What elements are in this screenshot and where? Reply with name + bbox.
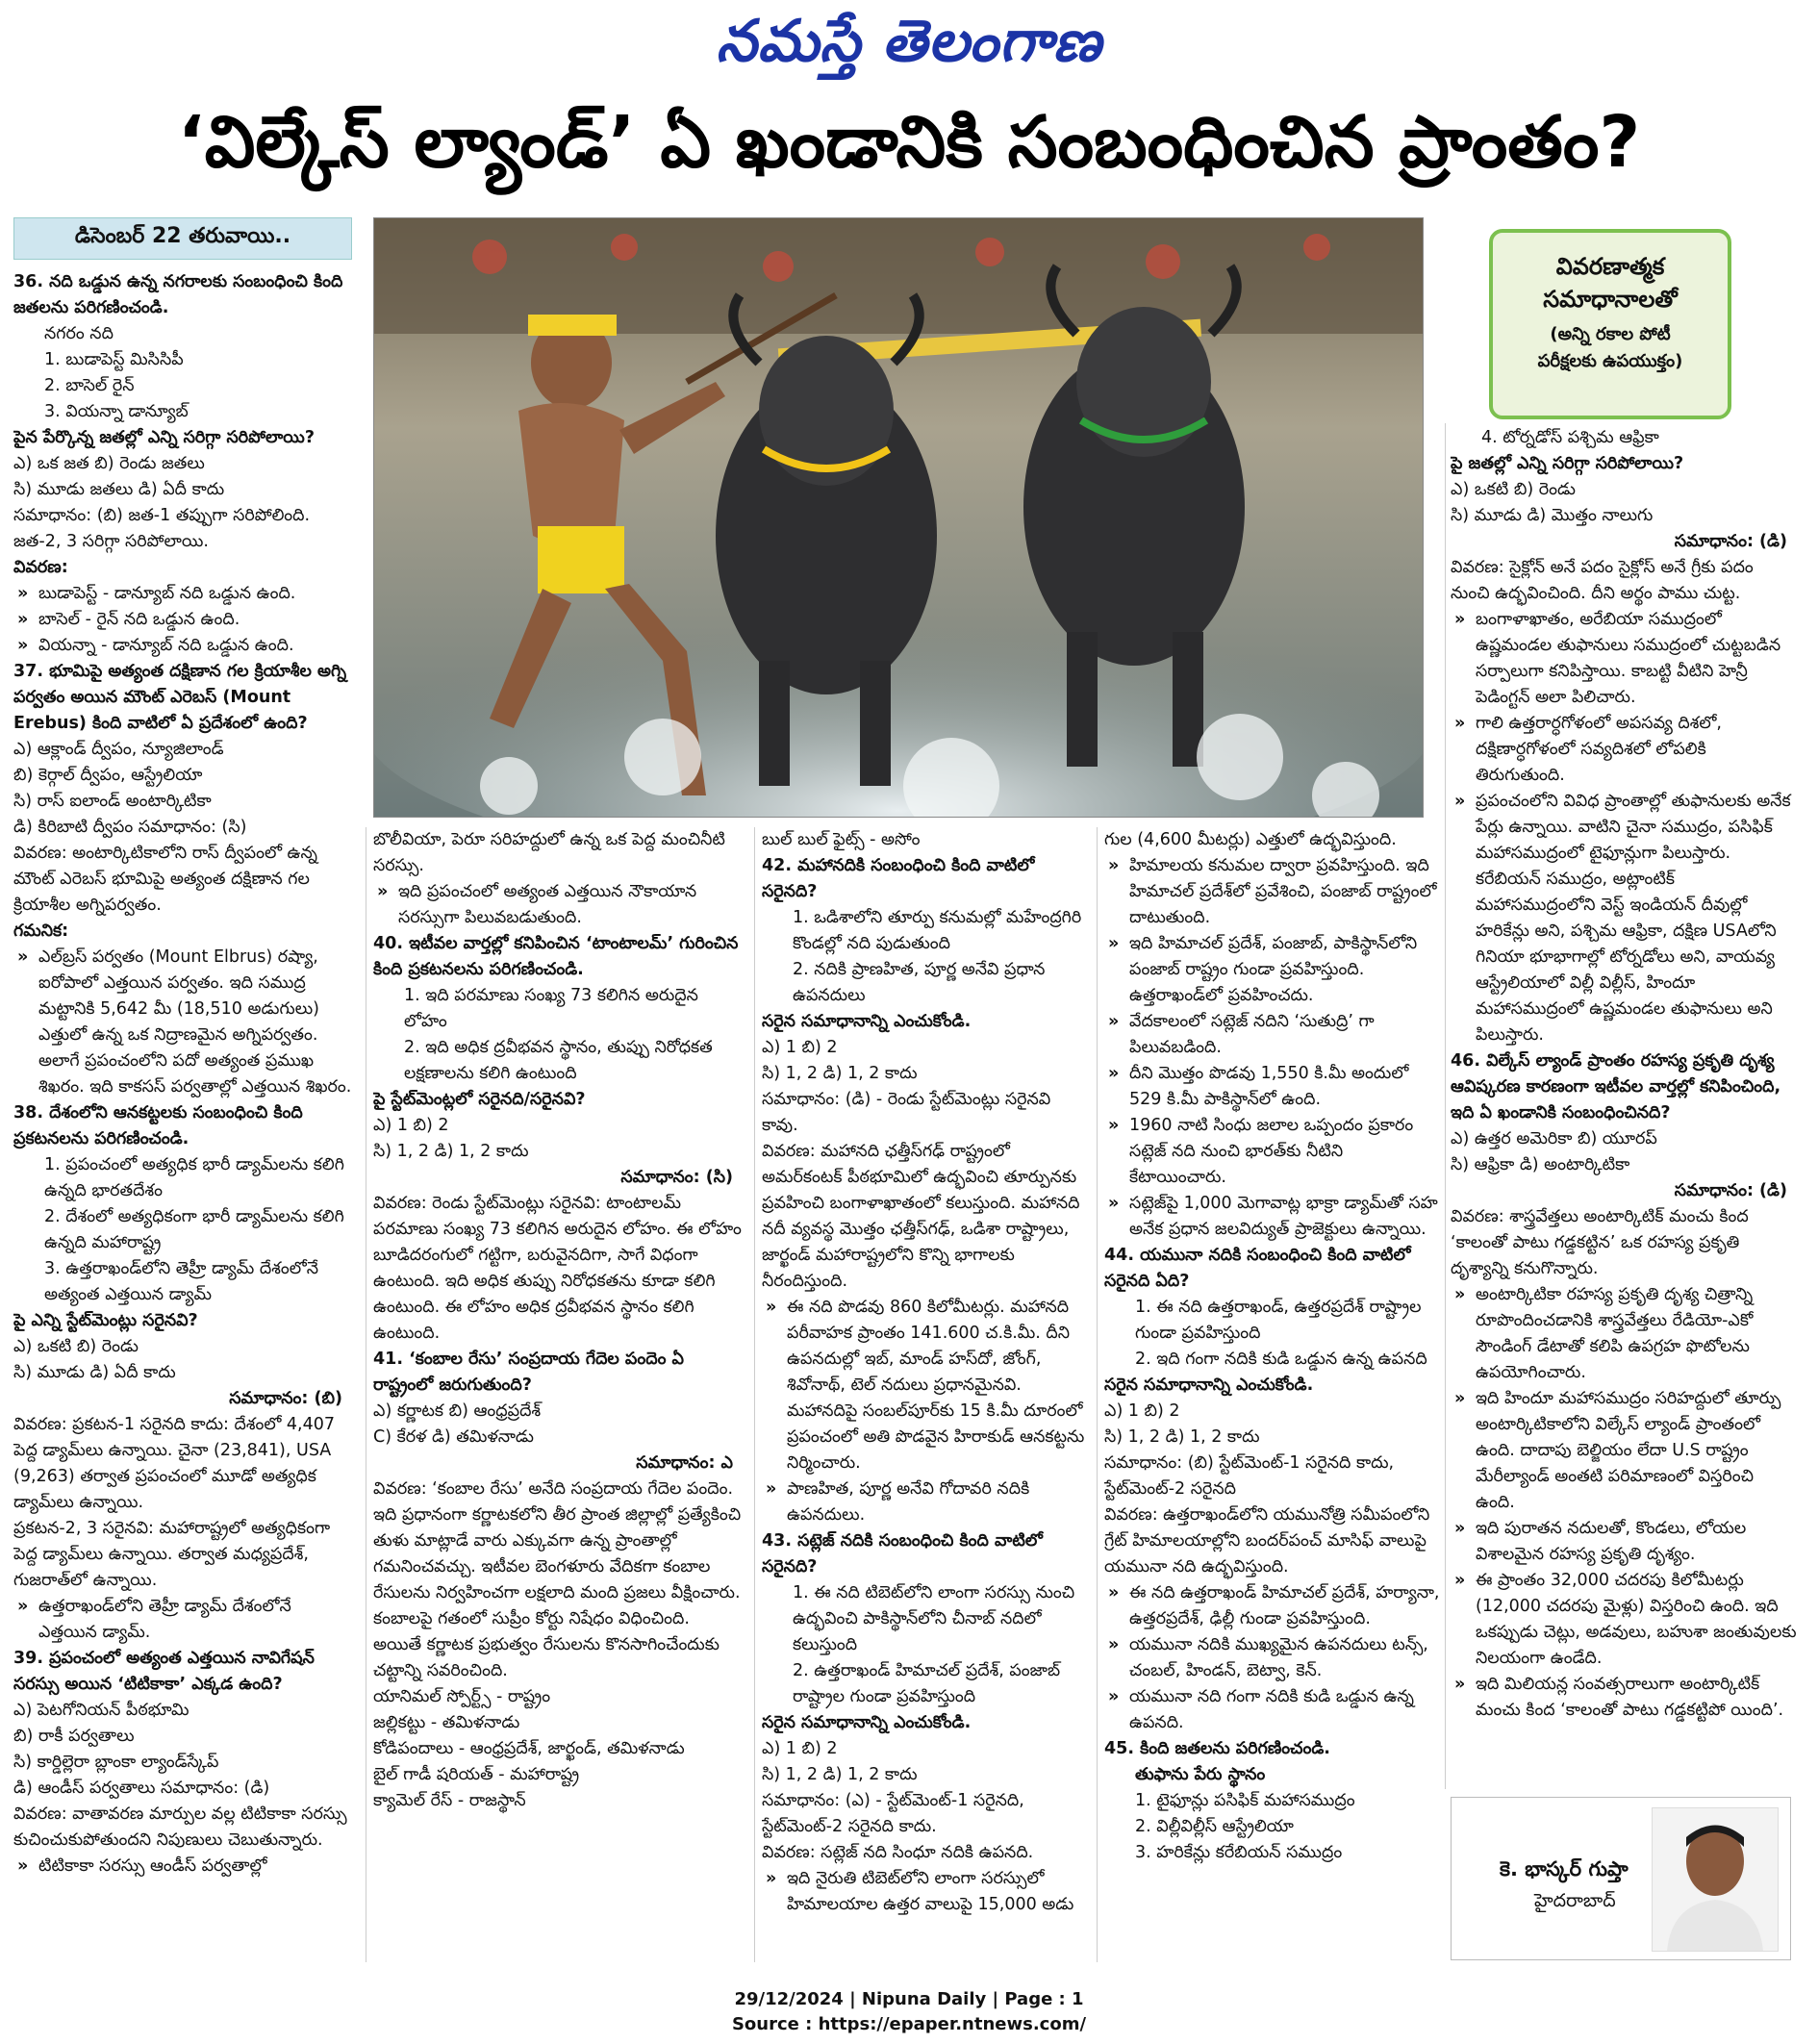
explanation-46: వివరణ: శాస్త్రవేత్తలు అంటార్కిటిక్ మంచు కింద ‘కాలంతో పాటు గడ్డకట్టిన’ ఒక రహస్య ప్రకృతి దృశ్యాన్ని కనుగొన్నారు. xyxy=(1451,1207,1749,1278)
text-line: సరైన సమాధానాన్ని ఎంచుకోండి. xyxy=(762,1713,972,1732)
footer-source-line: Source : https://epaper.ntnews.com/ xyxy=(731,2014,1087,2034)
text-line: 3. ఉత్తరాఖండ్‌లోని తెహ్రీ డ్యామ్ దేశంలోనే అత్యంత ఎత్తయిన డ్యామ్ xyxy=(44,1259,319,1304)
bullet: » ఈ నది ఉత్తరాఖండ్ హిమాచల్ ప్రదేశ్, హర్యానా, ఉత్తరప్రదేశ్, ఢిల్లీ గుండా ప్రవహిస్తుంది. xyxy=(1104,1580,1441,1632)
info-box-title-line2: సమాధానాలతో xyxy=(1543,286,1678,313)
question-36: 36. నది ఒడ్డున ఉన్న నగరాలకు సంబంధించి కింది జతలను పరిగణించండి. xyxy=(13,272,343,317)
option-line: డి) కిరిబాటి ద్వీపం సమాధానం: (సి) xyxy=(13,818,247,837)
option-line: డి) ఆండీస్ పర్వతాలు సమాధానం: (డి) xyxy=(13,1779,270,1798)
author-box xyxy=(1451,1797,1791,1960)
explanation-44: వివరణ: ఉత్తరాఖండ్‌లోని యమునోత్రి సమీపంలోని గ్రేట్ హిమాలయాల్లోని బందర్‌పంచ్ మాసిఫ్ వాలుపై యమునా నది ఉద్భవిస్తుంది. xyxy=(1104,1505,1430,1577)
text-line: 2. బాసెల్ రైన్ xyxy=(44,376,135,395)
explanation-39: వివరణ: వాతావరణ మార్పుల వల్ల టిటికాకా సరస్సు కుచించుకుపోతుందని నిపుణులు చెబుతున్నారు. xyxy=(13,1804,347,1850)
bullet: » యమునా నదికి ముఖ్యమైన ఉపనదులు టన్స్, చంబల్, హిండన్, బెట్వా, కెన్. xyxy=(1104,1632,1441,1684)
column-divider xyxy=(1097,827,1098,1962)
text-line: 1. ఒడిశాలోని తూర్పు కనుమల్లో మహేంద్రగిరి కొండల్లో నది పుడుతుంది xyxy=(793,908,1082,953)
question-44: 44. యమునా నదికి సంబంధించి కింది వాటిలో సరైనది ఏది? xyxy=(1104,1246,1411,1291)
question-45: 45. కింది జతలను పరిగణించండి. xyxy=(1104,1739,1330,1758)
bullet: » ఇది పురాతన నదులతో, కొండలు, లోయల విశాలమైన రహస్య ప్రకృతి దృశ్యం. xyxy=(1451,1516,1797,1568)
text-line: 2. ఉత్తరాఖండ్ హిమాచల్ ప్రదేశ్, పంజాబ్ రాష్ట్రాల గుండా ప్రవహిస్తుంది xyxy=(793,1661,1061,1706)
option-line: సి) ఆఫ్రికా డి) అంటార్కిటికా xyxy=(1451,1155,1630,1174)
option-line: సి) మూడు జతలు డి) ఏదీ కాదు xyxy=(13,480,225,499)
option-line: ఎ) 1 బి) 2 xyxy=(1104,1401,1180,1421)
info-box-sub-line2: పరీక్షలకు ఉపయుక్తం) xyxy=(1537,351,1683,371)
text-line: యానిమల్ స్పోర్ట్స్ - రాష్ట్రం xyxy=(373,1687,551,1706)
bullet: » ఇది మిలియన్ల సంవత్సరాలుగా అంటార్కిటిక్ మంచు కింద ‘కాలంతో పాటు గడ్డకట్టిపో యింది’. xyxy=(1451,1672,1797,1724)
option-line: ఎ) కర్ణాటక బి) ఆంధ్రప్రదేశ్ xyxy=(373,1401,542,1421)
bullet: » ప్రపంచంలోని వివిధ ప్రాంతాల్లో తుఫానులకు అనేక పేర్లు ఉన్నాయి. వాటిని చైనా సముద్రం, పసిఫిక్ మహాసముద్రంలో టైఫూన్లుగా పిలుస్తారు. కరేబియన్ సముద్రం, అట్లాంటిక్ మహాసముద్రంలోని వెస్ట్ ఇండియన్ దీవుల్లో హరికేన్లు అని, పశ్చిమ ఆఫ్రికా, దక్షిణ USAలోని గినియా భూభాగాల్లో టోర్నడోలు అని, వాయవ్య ఆస్ట్రేలియాలో విల్లీ విల్లీస్, హిందూ మహాసముద్రంలో ఉష్ణమండల తుఫానులు అని పిలుస్తారు. xyxy=(1451,789,1797,1048)
author-photo xyxy=(1652,1807,1779,1952)
bullet: » గాలి ఉత్తరార్ధగోళంలో అపసవ్య దిశలో, దక్షిణార్ధగోళంలో సవ్యదిశలో లోపలికి తిరుగుతుంది. xyxy=(1451,711,1797,789)
question-41: 41. ‘కంబాల రేసు’ సంప్రదాయ గేదెల పందెం ఏ రాష్ట్రంలో జరుగుతుంది? xyxy=(373,1350,684,1395)
bullet: » బుడాపెస్ట్ - డాన్యూబ్ నది ఒడ్డున ఉంది. xyxy=(13,581,352,607)
answer-43: సమాధానం: (ఎ) - స్టేట్‌మెంట్-1 సరైనది, స్టేట్‌మెంట్-2 సరైనది కాదు. xyxy=(762,1791,1024,1836)
text-line: పై ఎన్ని స్టేట్‌మెంట్లు సరైనవి? xyxy=(13,1311,198,1330)
explanation-43: వివరణ: సట్లెజ్ నది సింధూ నదికి ఉపనది. xyxy=(762,1843,1034,1862)
text-line: పై జతల్లో ఎన్ని సరిగ్గా సరిపోలాయి? xyxy=(1451,454,1684,473)
explanation-38: వివరణ: ప్రకటన-1 సరైనది కాదు: దేశంలో 4,407 పెద్ద డ్యామ్‌లు ఉన్నాయి. చైనా (23,841), USA (9,263) తర్వాత ప్రపంచంలో మూడో అత్యధిక డ్యామ్‌లు ఉన్నాయి. xyxy=(13,1415,335,1512)
option-line: C) కేరళ డి) తమిళనాడు xyxy=(373,1427,534,1447)
option-line: సి) మూడు డి) మొత్తం నాలుగు xyxy=(1451,506,1654,525)
option-line: సి) మూడు డి) ఏదీ కాదు xyxy=(13,1363,176,1382)
bullet: » సట్లెజ్‌పై 1,000 మెగావాట్ల భాక్రా డ్యామ్‌తో సహ అనేక ప్రధాన జలవిద్యుత్ ప్రాజెక్టులు ఉన్నాయి. xyxy=(1104,1191,1441,1243)
answer-45: సమాధానం: (డి) xyxy=(1674,532,1787,551)
text-line: 3. వియన్నా డాన్యూబ్ xyxy=(44,402,189,421)
text-line: జల్లికట్టు - తమిళనాడు xyxy=(373,1713,520,1732)
question-37: 37. భూమిపై అత్యంత దక్షిణాన గల క్రియాశీల అగ్ని పర్వతం అయిన మౌంట్ ఎరెబస్ (Mount Erebus) కింది వాటిలో ఏ ప్రదేశంలో ఉంది? xyxy=(13,662,347,733)
explanation-37: వివరణ: అంటార్కిటికాలోని రాస్ ద్వీపంలో ఉన్న మౌంట్ ఎరెబస్ భూమిపై అత్యంత దక్షిణాన గల క్రియాశీల అగ్నిపర్వతం. xyxy=(13,844,317,915)
text-line: 1. ఈ నది ఉత్తరాఖండ్, ఉత్తరప్రదేశ్ రాష్ట్రాల గుండా ప్రవహిస్తుంది xyxy=(1135,1298,1422,1343)
text-line: కోడిపందాలు - ఆంధ్రప్రదేశ్, జార్ఖండ్, తమిళనాడు xyxy=(373,1739,685,1758)
bullet: » వేదకాలంలో సట్లెజ్ నదిని ‘సుతుద్రి’ గా పిలువబడింది. xyxy=(1104,1009,1441,1061)
explanation-45: వివరణ: సైక్లోన్ అనే పదం సైక్లోస్ అనే గ్రీకు పదం నుంచి ఉద్భవించింది. దీని అర్థం పాము చుట్ట. xyxy=(1451,558,1754,603)
masthead-logo: నమస్తే తెలంగాణ xyxy=(716,8,1102,75)
text-line: 1. ఈ నది టిబెట్‌లోని లాంగా సరస్సు నుంచి ఉద్భవించి పాకిస్థాన్‌లోని చీనాబ్ నదిలో కలుస్తుంది xyxy=(793,1583,1075,1654)
text-line: బొలీవియా, పెరూ సరిహద్దులో ఉన్న ఒక పెద్ద మంచినీటి సరస్సు. xyxy=(373,830,725,875)
answer-40: సమాధానం: (సి) xyxy=(620,1168,733,1187)
bullet: » బంగాళాఖాతం, అరేబియా సముద్రంలో ఉష్ణమండల తుఫానులు సముద్రంలో చుట్టబడిన సర్పాలుగా కనిపిస్తాయి. కాబట్టి వీటిని హెన్రీ పెడింగ్టన్ అలా పిలిచారు. xyxy=(1451,607,1797,711)
text-line: 3. హరికేన్లు కరేబియన్ సముద్రం xyxy=(1135,1843,1343,1862)
bullet: » హిమాలయ కనుమల ద్వారా ప్రవహిస్తుంది. ఇది హిమాచల్ ప్రదేశ్‌లో ప్రవేశించి, పంజాబ్ రాష్ట్రంలో దాటుతుంది. xyxy=(1104,853,1441,931)
bullet: » వియన్నా - డాన్యూబ్ నది ఒడ్డున ఉంది. xyxy=(13,633,352,659)
kambala-photo xyxy=(373,217,1424,818)
headline: ‘విల్కేస్ ల్యాండ్’ ఏ ఖండానికి సంబంధించిన ప్రాంతం? xyxy=(177,101,1641,184)
option-line: ఎ) 1 బి) 2 xyxy=(762,1038,838,1057)
info-box-title-line1: వివరణాత్మక xyxy=(1555,253,1665,280)
column-3 xyxy=(762,827,1089,1962)
bullet: » బాసెల్ - రైన్ నది ఒడ్డున ఉంది. xyxy=(13,607,352,633)
text-line: వివరణ: xyxy=(13,558,68,577)
bullet: » ఇది నైరుతి టిబెట్‌లోని లాంగా సరస్సులో హిమాలయాల ఉత్తర వాలుపై 15,000 అడు xyxy=(762,1866,1089,1918)
question-43: 43. సట్లెజ్ నదికి సంబంధించి కింది వాటిలో సరైనది? xyxy=(762,1531,1043,1577)
option-line: ఎ) ఉత్తర అమెరికా బి) యూరప్ xyxy=(1451,1129,1657,1148)
bullet: » ఇది హిమాచల్ ప్రదేశ్, పంజాబ్, పాకిస్థాన్‌లోని పంజాబ్ రాష్ట్రం గుండా ప్రవహిస్తుంది. ఉత్తరాఖండ్‌లో ప్రవహించదు. xyxy=(1104,931,1441,1009)
text-line: 1. బుడాపెస్ట్ మిసిసిపీ xyxy=(44,350,184,369)
column-1 xyxy=(13,269,352,1962)
question-39: 39. ప్రపంచంలో అత్యంత ఎత్తయిన నావిగేషన్ సరస్సు అయిన ‘టిటికాకా’ ఎక్కడ ఉంది? xyxy=(13,1649,315,1694)
bullet: » యమునా నది గంగా నదికి కుడి ఒడ్డున ఉన్న ఉపనది. xyxy=(1104,1684,1441,1736)
bullet: » ఈ ప్రాంతం 32,000 చదరపు కిలోమీటర్లు (12,000 చదరపు మైళ్లు) విస్తరించి ఉంది. ఇది ఒకప్పుడు చెట్లు, అడవులు, బహుశా జంతువులకు నిలయంగా ఉండేది. xyxy=(1451,1568,1797,1672)
text-line: 1. ప్రపంచంలో అత్యధిక భారీ డ్యామ్‌లను కలిగి ఉన్నది భారతదేశం xyxy=(44,1155,344,1200)
footer-date-line: 29/12/2024 | Nipuna Daily | Page : 1 xyxy=(734,1989,1084,2009)
text-line: 1. టైఫూన్లు పసిఫిక్ మహాసముద్రం xyxy=(1135,1791,1355,1810)
column-5 xyxy=(1451,425,1797,1791)
text-line: 2. దేశంలో అత్యధికంగా భారీ డ్యామ్‌లను కలిగి ఉన్నది మహారాష్ట్ర xyxy=(44,1207,344,1252)
option-line: ఎ) పెటగోనియన్ పీఠభూమి xyxy=(13,1701,189,1720)
continuation-band: డిసెంబర్ 22 తరువాయి.. xyxy=(13,217,352,260)
explanation-41: వివరణ: ‘కంబాల రేసు’ అనేది సంప్రదాయ గేదెల పందెం. ఇది ప్రధానంగా కర్ణాటకలోని తీర ప్రాంత జిల్లాల్లో ప్రత్యేకించి తుళు మాట్లాడే వారు ఎక్కువగా ఉన్న ప్రాంతాల్లో గమనించవచ్చు. ఇటీవల బెంగళూరు వేదికగా కంబాల రేసులను నిర్వహించగా లక్షలాది మంది ప్రజలు వీక్షించారు. కంబాలపై గతంలో సుప్రీం కోర్టు నిషేధం విధించింది. అయితే కర్ణాటక ప్రభుత్వం రేసులను కొనసాగించేందుకు చట్టాన్ని సవరించింది. xyxy=(373,1479,742,1680)
text-line: పై స్టేట్‌మెంట్లలో సరైనది/సరైనవి? xyxy=(373,1090,586,1109)
bullet: » దీని మొత్తం పొడవు 1,550 కి.మీ అందులో 529 కి.మీ పాకిస్థాన్‌లో ఉంది. xyxy=(1104,1061,1441,1113)
text-line: బుల్ బుల్ ఫైట్స్ - అసోం xyxy=(762,830,921,849)
text-line: 4. టోర్నడోస్ పశ్చిమ ఆఫ్రికా xyxy=(1481,428,1659,447)
text-line: 2. విల్లీవిల్లీస్ ఆస్ట్రేలియా xyxy=(1135,1817,1294,1836)
text-line: 2. ఇది గంగా నదికి కుడి ఒడ్డున ఉన్న ఉపనది xyxy=(1135,1350,1427,1369)
answer-46: సమాధానం: (డి) xyxy=(1674,1181,1787,1200)
column-divider xyxy=(754,827,755,1962)
question-46: 46. విల్కేస్ ల్యాండ్ ప్రాంతం రహస్య ప్రకృతి దృశ్య ఆవిష్కరణ కారణంగా ఇటీవల వార్తల్లో కనిపించింది, ఇది ఏ ఖండానికి సంబంధించినది? xyxy=(1451,1051,1781,1123)
text-line: పైన పేర్కొన్న జతల్లో ఎన్ని సరిగ్గా సరిపోలాయి? xyxy=(13,428,315,447)
option-line: సి) 1, 2 డి) 1, 2 కాదు xyxy=(1104,1427,1260,1447)
text-line: సరైన సమాధానాన్ని ఎంచుకోండి. xyxy=(762,1012,972,1031)
author-name: కె. భాస్కర్ గుప్తా xyxy=(1500,1857,1629,1880)
column-4 xyxy=(1104,827,1441,1962)
text-line: నగరం నది xyxy=(44,324,114,343)
explanation-42: వివరణ: మహానది ఛత్తీస్‌గఢ్ రాష్ట్రంలో అమర్‌కంటక్ పీఠభూమిలో ఉద్భవించి తూర్పునకు ప్రవహించి బంగాళాఖాతంలో కలుస్తుంది. మహానది నదీ వ్యవస్థ మొత్తం ఛత్తీస్‌గఢ్, ఒడిశా రాష్ట్రాలు, జార్ఖండ్ మహారాష్ట్రలోని కొన్ని భాగాలకు నీరందిస్తుంది. xyxy=(762,1142,1080,1291)
bullet: » అంటార్కిటికా రహస్య ప్రకృతి దృశ్య చిత్రాన్ని రూపొందించడానికి శాస్త్రవేత్తలు రేడియో-ఎకో సౌండింగ్ డేటాతో కలిపి ఉపగ్రహ ఫొటోలను ఉపయోగించారు. xyxy=(1451,1282,1797,1386)
option-line: ఎ) ఒకటి బి) రెండు xyxy=(13,1337,139,1356)
bullet: » ఇది ప్రపంచంలో అత్యంత ఎత్తయిన నౌకాయాన సరస్సుగా పిలువబడుతుంది. xyxy=(373,879,743,931)
option-line: ఎ) ఒక జత బి) రెండు జతలు xyxy=(13,454,205,473)
bullet: » టిటికాకా సరస్సు ఆండీస్ పర్వతాల్లో xyxy=(13,1854,352,1880)
text-line: గుల (4,600 మీటర్లు) ఎత్తులో ఉద్భవిస్తుంది. xyxy=(1104,830,1397,849)
option-line: ఎ) ఒకటి బి) రెండు xyxy=(1451,480,1576,499)
question-40: 40. ఇటీవల వార్తల్లో కనిపించిన ‘టాంటాలమ్’ గురించిన కింది ప్రకటనలను పరిగణించండి. xyxy=(373,934,739,979)
text-line: సరైన సమాధానాన్ని ఎంచుకోండి. xyxy=(1104,1375,1314,1395)
text-line: క్యామెల్ రేస్ - రాజస్థాన్ xyxy=(373,1791,526,1810)
option-line: ఎ) ఆక్లాండ్ ద్వీపం, న్యూజిలాండ్ xyxy=(13,740,224,759)
author-city: హైదరాబాద్ xyxy=(1534,1890,1616,1911)
bullet: » 1960 నాటి సింధు జలాల ఒప్పందం ప్రకారం సట్లెజ్ నది నుంచి భారత్‌కు నీటిని కేటాయించారు. xyxy=(1104,1113,1441,1191)
bullet: » ఇది హిందూ మహాసముద్రం సరిహద్దులో తూర్పు అంటార్కిటికాలోని విల్కేస్ ల్యాండ్ ప్రాంతంలో ఉంది. దాదాపు బెల్జియం లేదా U.S రాష్ట్రం మేరీల్యాండ్ అంతటి పరిమాణంలో విస్తరించి ఉంది. xyxy=(1451,1386,1797,1516)
info-box xyxy=(1489,229,1731,419)
text-line: గమనిక: xyxy=(13,921,69,941)
answer-44: సమాధానం: (బి) స్టేట్‌మెంట్-1 సరైనది కాదు, స్టేట్‌మెంట్-2 సరైనది xyxy=(1104,1453,1395,1499)
option-line: సి) 1, 2 డి) 1, 2 కాదు xyxy=(762,1765,918,1784)
text-line: తుఫాను పేరు స్థానం xyxy=(1135,1765,1266,1784)
option-line: బి) రాకీ పర్వతాలు xyxy=(13,1727,135,1746)
option-line: సి) 1, 2 డి) 1, 2 కాదు xyxy=(373,1142,529,1161)
bullet: » ఈ నది పొడవు 860 కిలోమీటర్లు. మహానది పరీవాహక ప్రాంతం 141.600 చ.కి.మీ. దీని ఉపనదుల్లో ఇబ్, మాండ్ హస్‌దో, జోంగ్, శివోనాథ్, టెల్ నదులు ప్రధానమైనవి. మహానదిపై సంబల్‌పూర్‌కు 15 కి.మీ దూరంలో ప్రపంచంలో అతి పొడవైన హిరాకుడ్ ఆనకట్టను నిర్మించారు. xyxy=(762,1295,1089,1476)
option-line: సి) 1, 2 డి) 1, 2 కాదు xyxy=(762,1064,918,1083)
option-line: బి) కెర్గాల్ ద్వీపం, ఆస్ట్రేలియా xyxy=(13,766,203,785)
footer xyxy=(0,1987,1818,2037)
question-42: 42. మహానదికి సంబంధించి కింది వాటిలో సరైనది? xyxy=(762,856,1035,901)
explanation-40: వివరణ: రెండు స్టేట్‌మెంట్లు సరైనవి: టాంటాలమ్ పరమాణు సంఖ్య 73 కలిగిన అరుదైన లోహం. ఈ లోహం బూడిదరంగులో గట్టిగా, బరువైనదిగా, సాగే విధంగా ఉంటుంది. ఇది అధిక తుప్పు నిరోధకతను కూడా కలిగి ఉంటుంది. ఈ లోహం అధిక ద్రవీభవన స్థానం కలిగి ఉంటుంది. xyxy=(373,1194,742,1343)
column-divider xyxy=(1445,423,1446,1789)
option-line: ఎ) 1 బి) 2 xyxy=(373,1116,449,1135)
answer-41: సమాధానం: ఎ xyxy=(636,1453,733,1473)
text-line: 2. ఇది అధిక ద్రవీభవన స్థానం, తుప్పు నిరోధకత లక్షణాలను కలిగి ఉంటుంది xyxy=(404,1038,713,1083)
option-line: ఎ) 1 బి) 2 xyxy=(762,1739,838,1758)
question-38: 38. దేశంలోని ఆనకట్టలకు సంబంధించి కింది ప్రకటనలను పరిగణించండి. xyxy=(13,1103,303,1148)
answer-36: సమాధానం: (బి) జత-1 తప్పుగా సరిపోలింది. జత-2, 3 సరిగ్గా సరిపోలాయి. xyxy=(13,506,311,551)
bullet: » పాణహిత, పూర్ణ అనేవి గోదావరి నదికి ఉపనదులు. xyxy=(762,1476,1089,1528)
text-line: ప్రకటన-2, 3 సరైనవి: మహారాష్ట్రలో అత్యధికంగా పెద్ద డ్యామ్‌లు ఉన్నాయి. తర్వాత మధ్యప్రదేశ్, గుజరాత్‌లో ఉన్నాయి. xyxy=(13,1519,331,1590)
column-2 xyxy=(373,827,743,1962)
text-line: 2. నదికి ప్రాణహిత, పూర్ణ అనేవి ప్రధాన ఉపనదులు xyxy=(793,960,1046,1005)
answer-42: సమాధానం: (డి) - రెండు స్టేట్‌మెంట్లు సరైనవి కావు. xyxy=(762,1090,1051,1135)
bullet: » ఎల్‌బ్రస్ పర్వతం (Mount Elbrus) రష్యా, ఐరోపాలో ఎత్తయిన పర్వతం. ఇది సముద్ర మట్టానికి 5,642 మీ (18,510 అడుగులు) ఎత్తులో ఉన్న ఒక నిద్రాణమైన అగ్నిపర్వతం. అలాగే ప్రపంచంలోని పదో అత్యంత ప్రముఖ శిఖరం. ఇది కాకసస్ పర్వతాల్లో ఎత్తయిన శిఖరం. xyxy=(13,945,352,1100)
text-line: 1. ఇది పరమాణు సంఖ్య 73 కలిగిన అరుదైన లోహం xyxy=(404,986,698,1031)
option-line: సి) రాస్ ఐలాండ్ అంటార్కిటికా xyxy=(13,792,212,811)
answer-38: సమాధానం: (బి) xyxy=(229,1389,342,1408)
bullet: » ఉత్తరాఖండ్‌లోని తెహ్రీ డ్యామ్ దేశంలోనే ఎత్తయిన డ్యామ్. xyxy=(13,1594,352,1646)
text-line: బైల్ గాడీ షరియత్ - మహారాష్ట్ర xyxy=(373,1765,580,1784)
info-box-sub-line1: (అన్ని రకాల పోటీ xyxy=(1550,324,1671,344)
option-line: సి) కార్డిల్లెరా బ్లాంకా ల్యాండ్‌స్కేప్ xyxy=(13,1753,219,1772)
